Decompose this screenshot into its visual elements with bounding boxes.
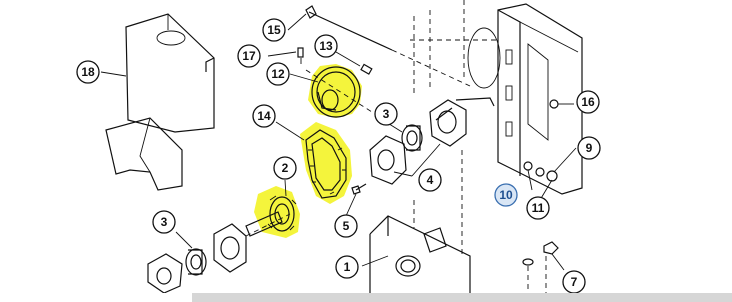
part-1-bracket — [370, 150, 470, 293]
callout-18 — [77, 61, 99, 83]
leader-13 — [336, 52, 360, 66]
part-13-key — [361, 64, 372, 74]
callout-number: 14 — [257, 109, 271, 123]
callout-5 — [335, 215, 357, 237]
callout-number: 3 — [160, 215, 168, 229]
callout-12 — [267, 63, 289, 85]
part-17-pin — [298, 48, 303, 64]
callout-number: 4 — [426, 173, 434, 187]
callout-1 — [336, 256, 358, 278]
callout-number: 17 — [242, 49, 256, 63]
side-plate-assembly — [410, 0, 582, 194]
callout-number: 18 — [81, 65, 95, 79]
callout-9 — [578, 137, 600, 159]
leader-9 — [554, 148, 576, 172]
part-12-sprocket — [306, 64, 372, 118]
part-7-nut — [523, 242, 558, 293]
callout-number: 16 — [581, 95, 595, 109]
part-3-bearing-upper — [402, 125, 422, 151]
callout-7 — [563, 271, 585, 293]
callout-number: 3 — [382, 107, 390, 121]
leader-17 — [268, 52, 296, 56]
leader-15 — [288, 14, 306, 30]
callout-number: 9 — [585, 141, 593, 155]
callout-16 — [577, 91, 599, 113]
callout-number: 11 — [531, 201, 545, 215]
callout-13 — [315, 35, 337, 57]
callout-10 — [495, 184, 517, 206]
part-14-chain — [300, 122, 352, 204]
callout-number: 13 — [319, 39, 333, 53]
part-2-pinion-shaft — [246, 186, 300, 238]
callout-number: 12 — [271, 67, 285, 81]
callout-15 — [263, 19, 285, 41]
callout-number: 10 — [499, 188, 513, 202]
callout-11 — [527, 197, 549, 219]
leader-1 — [362, 256, 388, 266]
leader-3-lower — [176, 232, 192, 248]
callout-number: 5 — [342, 219, 350, 233]
callout-number: 2 — [281, 161, 289, 175]
callout-4 — [419, 169, 441, 191]
leader-7 — [552, 254, 564, 270]
horizontal-scrollbar-thumb[interactable] — [192, 293, 732, 302]
callout-2 — [274, 157, 296, 179]
leader-14 — [276, 122, 304, 140]
leader-5 — [346, 194, 356, 216]
callout-17 — [238, 45, 260, 67]
callout-14 — [253, 105, 275, 127]
callout-3 — [153, 211, 175, 233]
part-18-cover — [106, 14, 214, 190]
callout-number: 7 — [570, 275, 578, 289]
callout-3 — [375, 103, 397, 125]
leader-10 — [528, 170, 532, 190]
part-5-bolt — [352, 184, 366, 194]
leader-18 — [101, 72, 126, 76]
callout-number: 15 — [267, 23, 281, 37]
callout-number: 1 — [343, 260, 351, 274]
